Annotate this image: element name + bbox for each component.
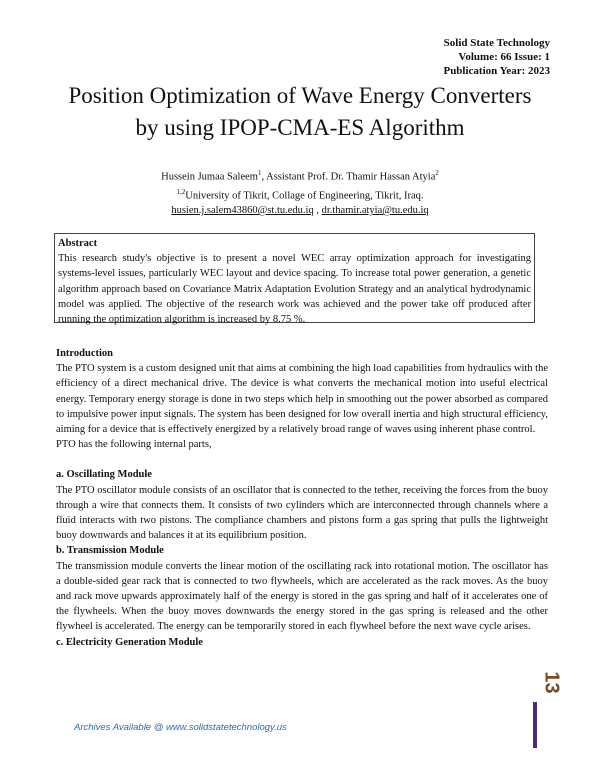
emails	[30, 203, 570, 218]
section-c-heading: c. Electricity Generation Module	[56, 636, 203, 648]
section-b-heading: b. Transmission Module	[56, 545, 164, 557]
page-number	[540, 664, 562, 700]
author-1-sup: 1	[257, 169, 262, 177]
author-separator: , Assistant Prof. Dr.	[261, 171, 347, 183]
journal-name: Solid State Technology	[443, 37, 550, 49]
journal-volume: Volume: 66 Issue: 1	[458, 51, 550, 63]
author-1: Hussein Jumaa Saleem	[161, 171, 258, 183]
body-text	[56, 346, 548, 650]
section-b-text: The transmission module converts the linear motion of the oscillating rack into rotational motion. The oscillator has a double-sided gear rack that is connected to two flywheels, which are accelerated as the rack moves. As the buoy and rack move upwards approximately half of the energy is stored in the gas spring and half of it accelerates one of the flywheels. When the buoy moves downwards the energy stored in the gas spring is released and the other flywheel is accelerated. The energy can be temporarily stored in each flywheel before the next wave cycle arises.	[56, 560, 548, 633]
title-line-2: by using IPOP-CMA-ES Algorithm	[135, 115, 465, 140]
author-block	[30, 166, 570, 218]
publication-year: Publication Year: 2023	[443, 65, 550, 77]
introduction-heading: Introduction	[56, 348, 113, 359]
affiliation-text: University of Tikrit, Collage of Engineering, Tikrit, Iraq.	[185, 190, 424, 201]
journal-info	[443, 36, 550, 78]
email-link-1[interactable]: husien.j.salem43860@st.tu.edu.iq	[171, 205, 314, 216]
paper-title	[30, 80, 570, 144]
affiliation	[30, 185, 570, 204]
pto-parts-line: PTO has the following internal parts,	[56, 439, 212, 451]
section-a-heading: a. Oscillating Module	[56, 469, 152, 481]
page-number-bar	[533, 702, 537, 748]
footer-archive-link[interactable]: Archives Available @ www.solidstatetechnology.us	[74, 722, 287, 733]
abstract-text: This research study's objective is to present a novel WEC array optimization approach for investigating systems-level issues, particularly WEC layout and device spacing. To increase total power generation, a genetic algorithm approach based on Covariance Matrix Adaptation Evolution Strategy and an analytical hydrodynamic model was applied. The objective of the research work was achieved and the power take off produced after running the optimization algorithm is increased by 8.75 %.	[58, 253, 531, 326]
spacer	[56, 452, 548, 467]
introduction-paragraph: The PTO system is a custom designed unit that aims at combining the high load capabilities from hydraulics with the efficiency of a direct mechanical drive. The device is what converts the mechanical motion into useful electrical energy. Temporary energy storage is done in two steps which help in smoothing out the power absorbed as compared to impulsive power input signals. The system has been designed for low overall inertia and high structural efficiency, aiming for a device that is effectively energized by a relatively broad range of waves using inherent phase control.	[56, 363, 548, 436]
email-link-2[interactable]: dr.thamir.atyia@tu.edu.iq	[321, 205, 429, 216]
page-number-text: 13	[540, 670, 563, 694]
title-line-1: Position Optimization of Wave Energy Converters	[68, 83, 532, 108]
affiliation-sup: 1,2	[176, 187, 186, 196]
author-2: Thamir Hassan Atyia	[346, 171, 436, 183]
abstract-box	[54, 233, 535, 326]
section-a-text: The PTO oscillator module consists of an oscillator that is connected to the tether, receiving the forces from the buoy through a wire that connects them. It consists of two cylinders which are interconnected through channels where a fluid interacts with two pistons. The compliance chambers and pistons form a gas spring that pulls the lightweight buoy downwards and balances it at its equilibrium position.	[56, 484, 548, 542]
abstract-heading: Abstract	[58, 238, 98, 249]
author-names	[30, 166, 570, 185]
email-separator: ,	[313, 205, 322, 216]
author-2-sup: 2	[435, 169, 439, 177]
